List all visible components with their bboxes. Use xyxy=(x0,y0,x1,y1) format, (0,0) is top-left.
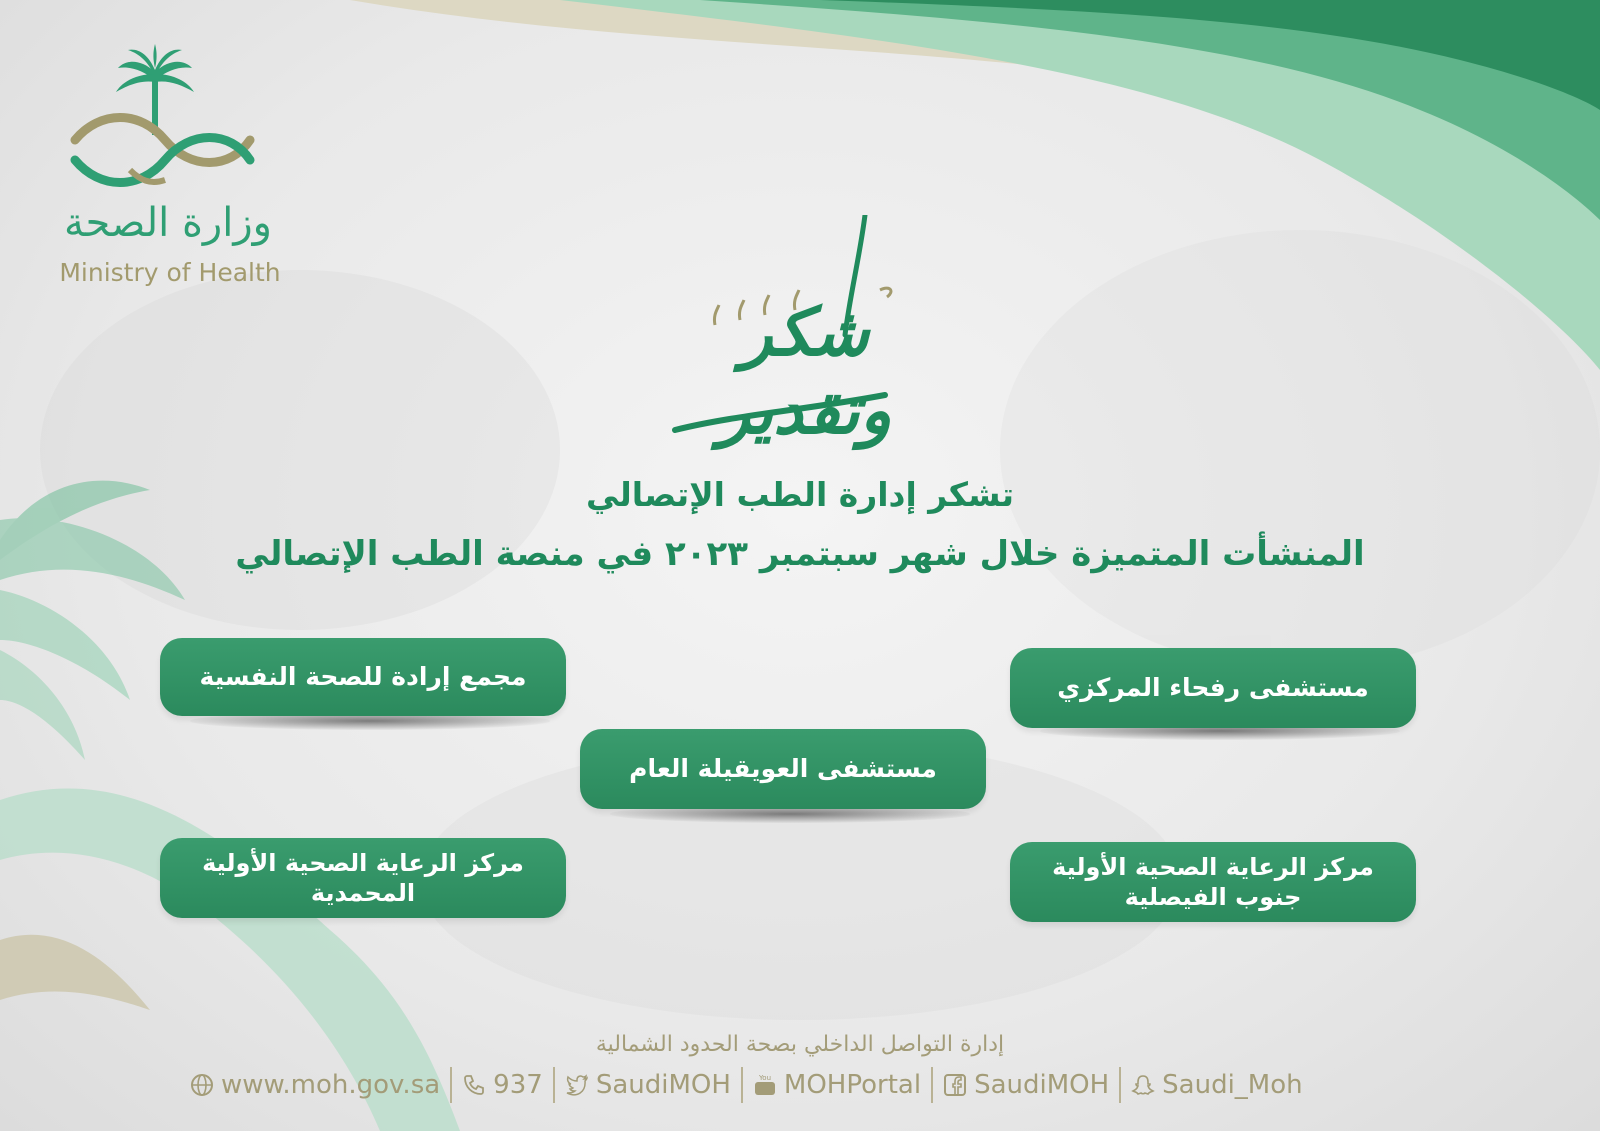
footer-website[interactable] xyxy=(180,1070,450,1100)
youtube-text: MOHPortal xyxy=(783,1070,922,1100)
facility-name: مجمع إرادة للصحة النفسية xyxy=(199,662,527,692)
snapchat-icon xyxy=(1131,1073,1155,1097)
twitter-text: SaudiMOH xyxy=(595,1070,731,1100)
phone-icon xyxy=(462,1073,486,1097)
footer-phone[interactable] xyxy=(452,1070,553,1100)
svg-text:You: You xyxy=(758,1074,771,1082)
website-text: www.moh.gov.sa xyxy=(221,1070,441,1100)
footer-contact-bar xyxy=(180,1065,1420,1105)
snapchat-text: Saudi_Moh xyxy=(1162,1070,1303,1100)
footer-youtube[interactable] xyxy=(743,1070,931,1100)
facility-name-line-1: مركز الرعاية الصحية الأولية xyxy=(202,849,524,877)
facility-name: مستشفى العويقيلة العام xyxy=(629,754,937,784)
facebook-text: SaudiMOH xyxy=(974,1070,1110,1100)
globe-icon xyxy=(190,1073,214,1097)
heading-line-2: المنشأت المتميزة خلال شهر سبتمبر ٢٠٢٣ في منصة الطب الإتصالي xyxy=(235,534,1365,574)
facility-name: مستشفى رفحاء المركزي xyxy=(1057,673,1369,703)
footer-twitter[interactable] xyxy=(555,1070,741,1100)
youtube-icon xyxy=(753,1073,777,1097)
facility-name-line-2: جنوب الفيصلية xyxy=(1124,883,1302,911)
logo-english-name: Ministry of Health xyxy=(59,258,281,287)
facility-pill-faisaliyah xyxy=(1010,842,1416,922)
swoosh-left-gold xyxy=(0,935,150,1010)
footer-department: إدارة التواصل الداخلي بصحة الحدود الشمالية xyxy=(595,1032,1005,1057)
facility-pill-eradah xyxy=(160,638,566,716)
heading-line-1: تشكر إدارة الطب الإتصالي xyxy=(586,475,1014,514)
facility-pill-uwayqilah xyxy=(580,729,986,809)
calligraphy-text: شكر وتقدير xyxy=(718,293,892,449)
facility-pill-muhammadiyah xyxy=(160,838,566,918)
facility-name-line-2: المحمدية xyxy=(310,879,416,907)
facility-pill-rafha xyxy=(1010,648,1416,728)
twitter-icon xyxy=(565,1073,589,1097)
footer-snapchat[interactable] xyxy=(1121,1070,1312,1100)
phone-text: 937 xyxy=(493,1070,543,1100)
thanks-calligraphy xyxy=(655,215,955,449)
facility-name-line-1: مركز الرعاية الصحية الأولية xyxy=(1052,853,1374,881)
logo-arabic-name: وزارة الصحة xyxy=(64,200,272,246)
ministry-logo xyxy=(30,40,290,287)
facebook-icon xyxy=(943,1073,967,1097)
footer-facebook[interactable] xyxy=(933,1070,1119,1100)
logo-emblem-icon xyxy=(30,40,310,200)
